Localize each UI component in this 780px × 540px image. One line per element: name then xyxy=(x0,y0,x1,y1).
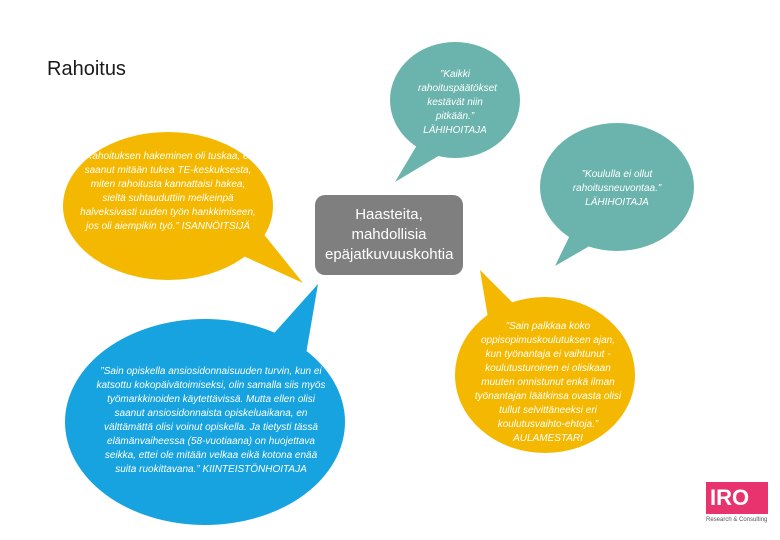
quote-left: ”Rahoituksen hakeminen oli tuskaa, en saanut mitään tukea TE-keskuksesta, miten rahoitusta kannattaisi hakea, sieltä suhtauduttiin melkeinpä halveksivasti uuden työn hankkimiseen, jos oli aiempikin työ.” ISANNÖITSIJÄ xyxy=(80,151,256,232)
slide-title: Rahoitus xyxy=(47,58,126,80)
quote-bottom-right: ”Sain palkkaa koko oppisopimuskoulutuksen ajan, kun työnantaja ei vaihtunut - koulutusturoinen ei olisikaan muuten onnistunut enkä ilman työnantajan läätkinsa ovasta olisi tullut selvittäneeksi eri koulutusvaihto-ehtoja.” AULAMESTARI xyxy=(474,321,622,444)
iro-logo xyxy=(706,482,768,532)
center-label: Haasteita, mahdollisia epäjatkuvuuskohtia xyxy=(325,206,454,263)
quote-top: ”Kaikki rahoituspäätökset kestävät niin pitkään.” LÄHIHOITAJA xyxy=(418,69,497,136)
logo-text: IRO xyxy=(710,485,750,510)
logo-subtitle: Research & Consulting xyxy=(706,517,768,523)
quote-right-top: ”Koululla ei ollut rahoitusneuvontaa.” LÄHIHOITAJA xyxy=(572,169,662,208)
logo-mark xyxy=(706,482,768,514)
quote-bottom-left: ”Sain opiskella ansiosidonnaisuuden turvin, kun ei katsottu kokopäivätoimiseksi, olin samalla siis myös työmarkkinoiden käytettävissä. Mutta ellen olisi saanut ansiosidonnaista opiskeluaikana, en välttämättä olisi voinut opiskella. Ja tietysti tässä elämänvaiheessa (58-vuotiaana) on huojettava seikka, ettei ole mitään velkaa eikä kotona enää suita ruokittavana.” KIINTEISTÖNHOITAJA xyxy=(96,366,326,475)
